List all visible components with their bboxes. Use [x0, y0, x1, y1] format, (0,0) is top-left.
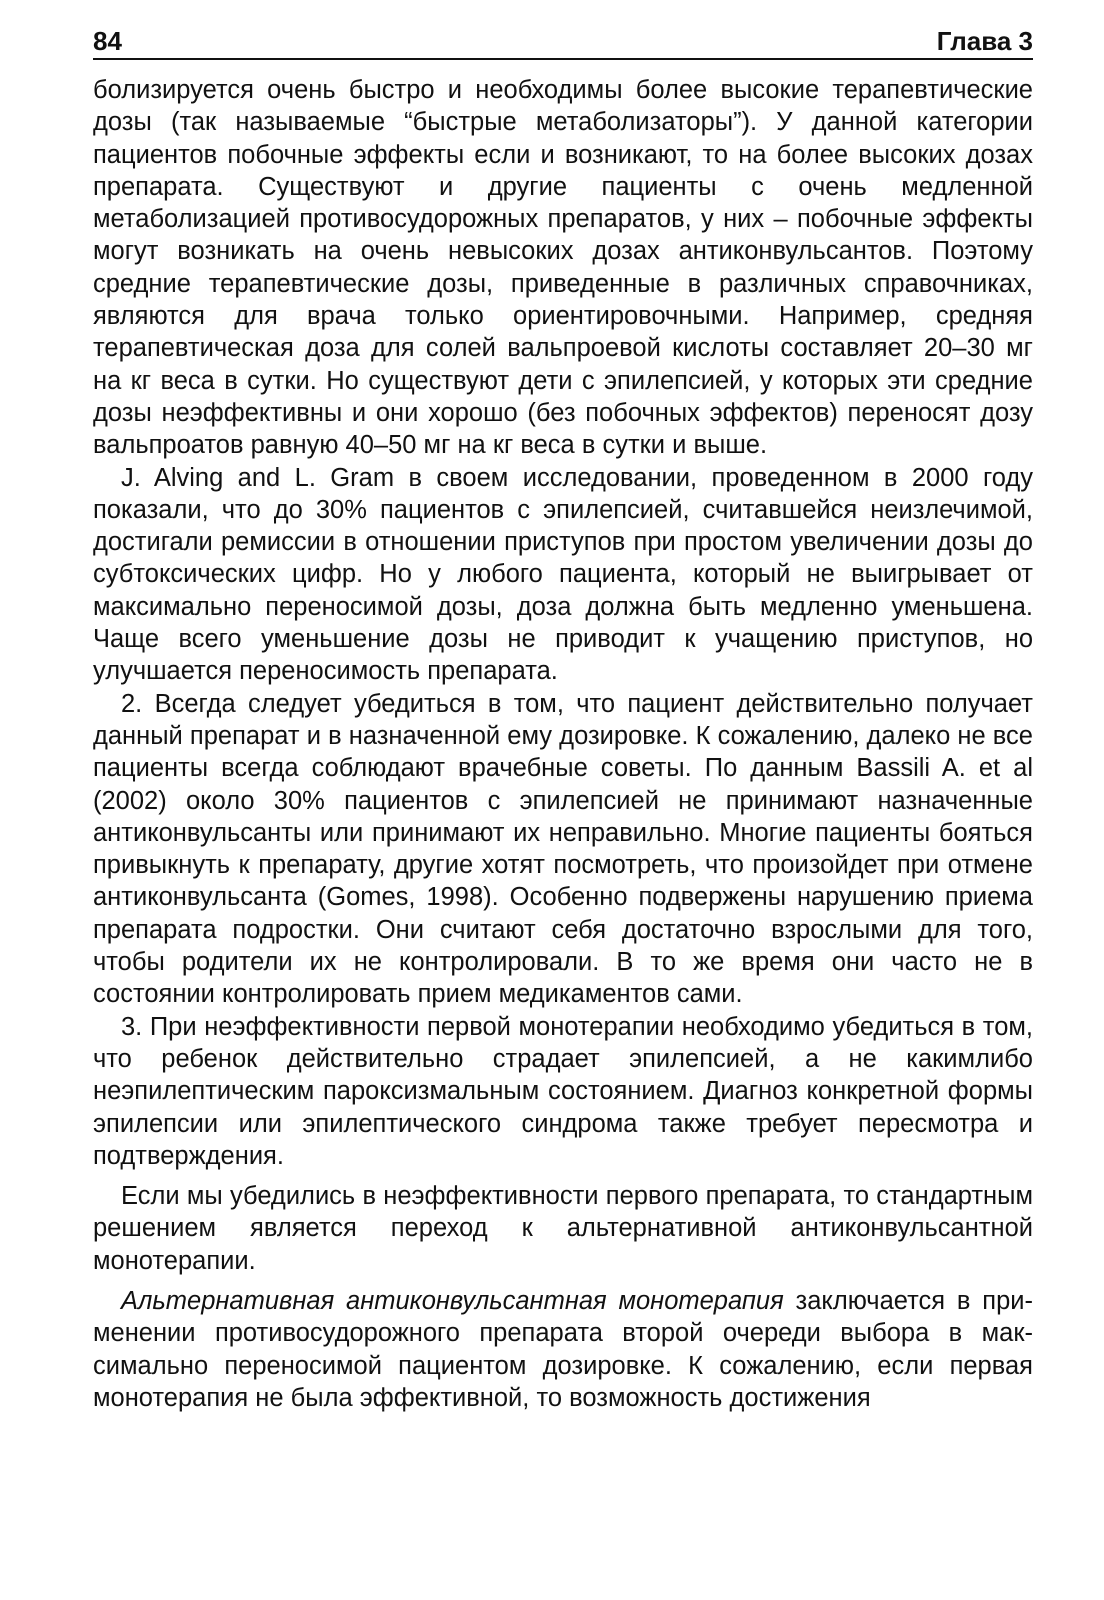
running-header [93, 22, 1033, 56]
paragraph-point-3: 3. При неэффективности первой монотерапии необходимо убедиться в том, что ребенок действительно страдает эпилепсией, а не какимлибо неэпилептическим пароксизмальным состоянием. Диагноз конкретной формы эпилепсии или эпилептического синдрома также требует пересмотра и подтверждения. [93, 1012, 1033, 1170]
page-number: 84 [93, 26, 122, 56]
body-text [93, 74, 1033, 1414]
book-page [93, 22, 1033, 1414]
paragraph-continuation: болизируется очень быстро и необходимы более высокие терапевтические дозы (так называемые “быстрые метаболизаторы”). У данной категории пациентов побочные эффекты если и возникают, то на более высоких дозах препарата. Существуют и другие пациенты с очень медленной метаболизацией противосудорожных препаратов, у них – побочные эффекты могут возникать на очень невысоких дозах антиконвульсантов. Поэтому средние терапевтические дозы, приведенные в различных справочниках, являются для врача только ориентировочными. Например, средняя терапевтическая доза для солей вальпроевой кислоты составляет 20–30 мг на кг веса в сутки. Но существуют дети с эпилепсией, у которых эти средние дозы неэффективны и они хорошо (без побочных эффектов) переносят дозу вальпроатов равную 40–50 мг на кг веса в сутки и выше. [93, 76, 1033, 460]
paragraph-text: заключается в применении противосудорожного препарата второй очереди выбора в максимально переносимой пациентом дозировке. К сожалению, если первая монотерапия не была эффективной, то возможность достижения [93, 1286, 1033, 1412]
header-rule [93, 58, 1033, 60]
paragraph-alving-gram: J. Alving and L. Gram в своем исследовании, проведенном в 2000 году показали, что до 30% пациентов с эпилепсией, считавшейся неизлечимой, достигали ремиссии в отношении приступов при простом увеличении дозы до субтоксических цифр. Но у любого пациента, который не выигрывает от максимально переносимой дозы, доза должна быть медленно уменьшена. Чаще всего уменьшение дозы не приводит к учащению приступов, но улучшается переносимость препарата. [93, 463, 1033, 686]
paragraph-standard-solution: Если мы убедились в неэффективности первого препарата, то стандартным решением является переход к альтернативной антиконвульсантной монотерапии. [93, 1182, 1033, 1275]
chapter-title: Глава 3 [936, 26, 1033, 56]
paragraph-point-2: 2. Всегда следует убедиться в том, что пациент действительно получает данный препарат и в назначенной ему дозировке. К сожалению, далеко не все пациенты всегда соблюдают врачебные советы. По данным Bassili A. et al (2002) около 30% пациентов с эпилепсией не принимают назначенные антиконвульсанты или принимают их неправильно. Многие пациенты бояться привыкнуть к препарату, другие хотят посмотреть, что произойдет при отмене антиконвульсанта (Gomes, 1998). Особенно подвержены нарушению приема препарата подростки. Они считают себя достаточно взрослыми для того, чтобы родители их не контролировали. В то же время они часто не в состоянии контролировать прием медикаментов сами. [93, 689, 1033, 1009]
italic-term: Альтернативная антиконвульсантная монотерапия [121, 1286, 784, 1315]
paragraph-alternative-monotherapy [93, 1285, 1033, 1414]
